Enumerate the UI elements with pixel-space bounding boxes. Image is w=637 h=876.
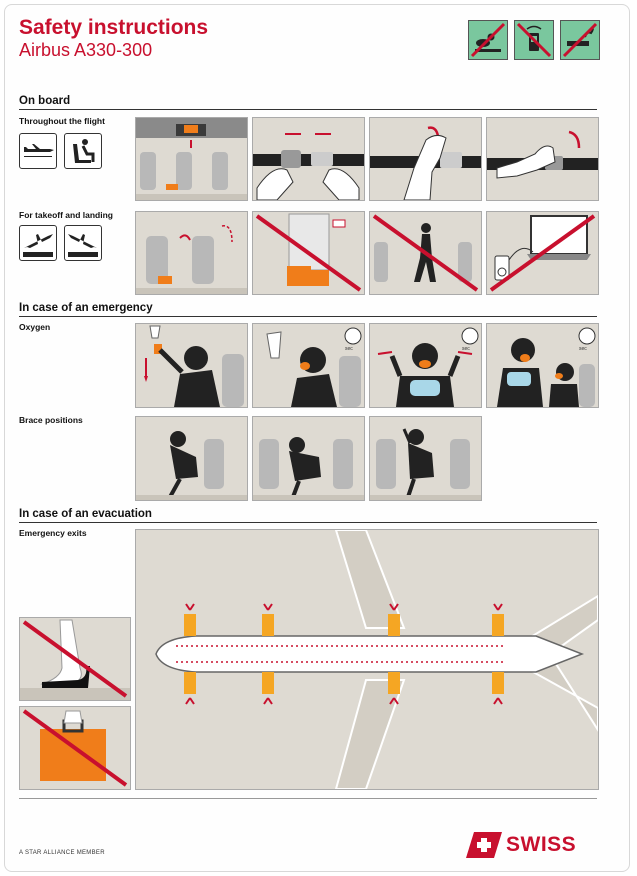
exit-map-diagram — [135, 529, 599, 790]
panel-no-walking — [369, 211, 482, 295]
subsection-oxygen: Oxygen — [19, 322, 51, 332]
section-rule — [19, 109, 597, 110]
aircraft-subtitle: Airbus A330-300 — [19, 40, 153, 60]
section-rule — [19, 316, 597, 317]
panel-oxygen-mask-drop — [135, 323, 248, 408]
cruise-plane-icon — [19, 133, 57, 169]
takeoff-plane-icon — [19, 225, 57, 261]
panel-oxygen-help-child — [486, 323, 599, 408]
subsection-takeoff-landing: For takeoff and landing — [19, 210, 113, 220]
swiss-logo — [466, 832, 576, 858]
footer-rule — [19, 798, 597, 799]
subsection-brace-positions: Brace positions — [19, 415, 83, 425]
panel-no-high-heels — [19, 617, 131, 701]
panel-seat-upright — [135, 211, 248, 295]
oxygen-timer-label: sec — [579, 346, 587, 352]
panel-brace-position-1 — [135, 416, 248, 501]
panel-lift-buckle — [369, 117, 482, 201]
no-smoking-icon — [560, 20, 600, 60]
subsection-emergency-exits: Emergency exits — [19, 528, 87, 538]
swiss-flag-icon — [466, 832, 502, 858]
section-evacuation: In case of an evacuation — [19, 508, 152, 520]
section-rule — [19, 522, 597, 523]
section-emergency: In case of an emergency — [19, 302, 153, 314]
panel-brace-position-2 — [252, 416, 365, 501]
panel-no-baggage — [19, 706, 131, 790]
oxygen-timer-label: sec — [345, 346, 353, 352]
panel-no-luggage-exit — [252, 211, 365, 295]
panel-oxygen-tighten-straps — [369, 323, 482, 408]
no-phone-icon — [514, 20, 554, 60]
panel-release-buckle — [486, 117, 599, 201]
panel-brace-position-3 — [369, 416, 482, 501]
landing-plane-icon — [64, 225, 102, 261]
page-title: Safety instructions — [19, 16, 209, 39]
seated-passenger-icon — [64, 133, 102, 169]
section-on-board: On board — [19, 95, 71, 107]
oxygen-timer-label: sec — [462, 346, 470, 352]
panel-overhead-bin — [135, 117, 248, 201]
top-prohibition-icons — [468, 20, 600, 60]
subsection-throughout-flight: Throughout the flight — [19, 116, 105, 126]
no-lying-icon — [468, 20, 508, 60]
panel-fasten-belt — [252, 117, 365, 201]
panel-oxygen-mask-on — [252, 323, 365, 408]
star-alliance-text: A STAR ALLIANCE MEMBER — [19, 850, 105, 856]
brand-name: SWISS — [506, 833, 577, 856]
panel-no-electronics — [486, 211, 599, 295]
